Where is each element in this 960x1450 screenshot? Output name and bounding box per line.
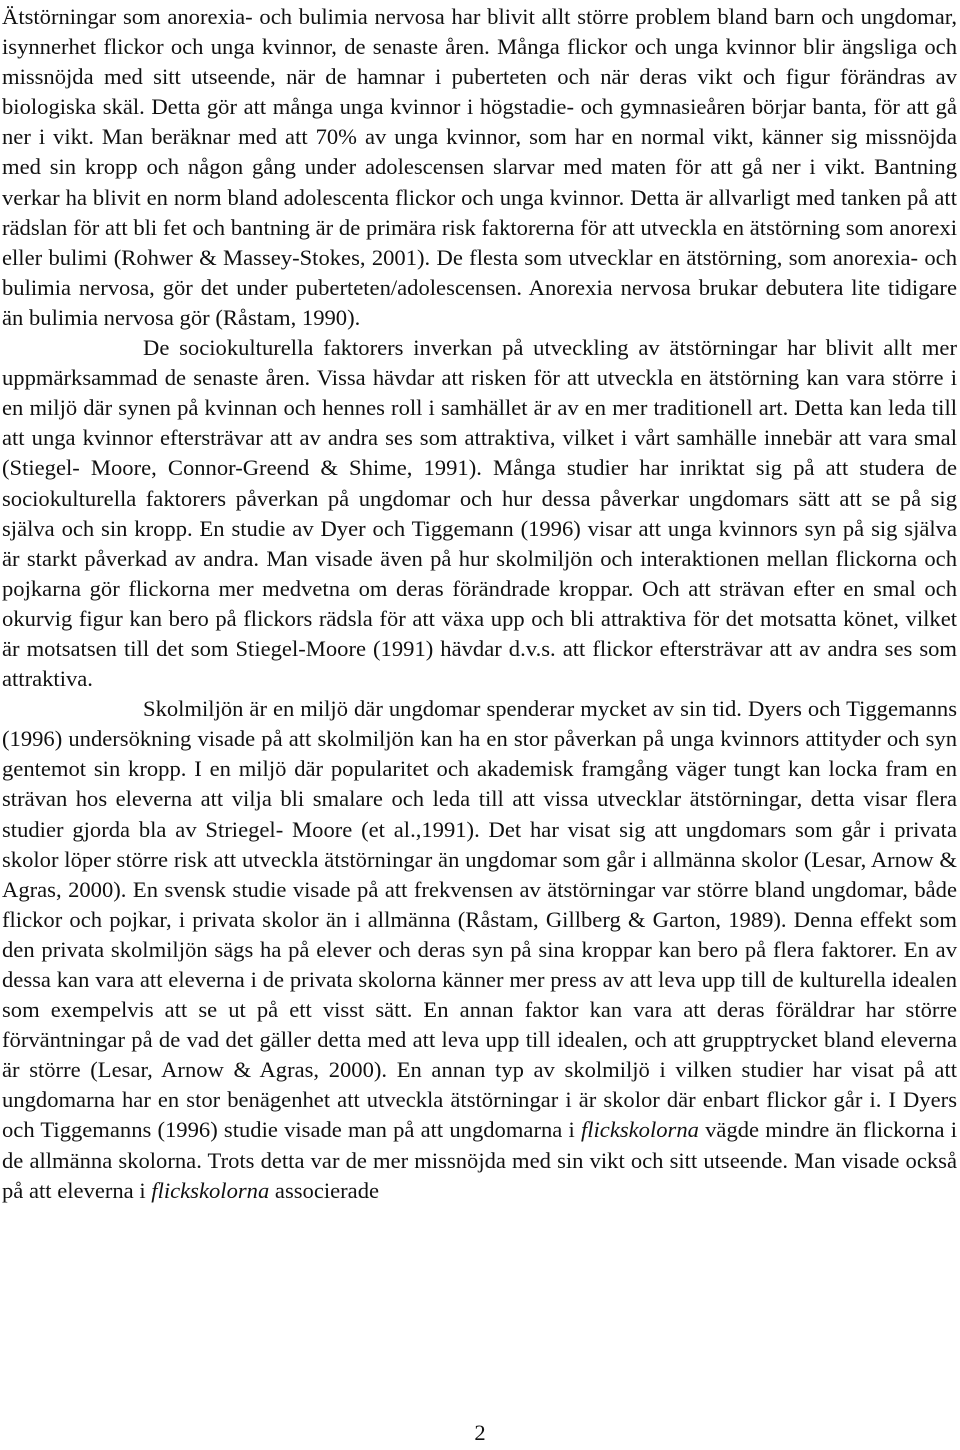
- document-page: [2, 2, 957, 1206]
- paragraph-text: Skolmiljön är en miljö där ungdomar spenderar mycket av sin tid. Dyers och Tiggemanns (1996) undersökning visade på att skolmiljön kan ha en stor påverkan på unga kvinnors attityder och syn gentemot sin kropp. I en miljö där popularitet och akademisk framgång väger tungt kan locka fram en strävan hos eleverna att vilja bli smalare och leda till att vissa utvecklar ätstörningar, detta visar flera studier gjorda bla av Striegel- Moore (et al.,1991). Det har visat sig att ungdomars som går i privata skolor löper större risk att utveckla ätstörningar än ungdomar som går i allmänna skolor (Lesar, Arnow & Agras, 2000). En svensk studie visade på att frekvensen av ätstörningar var större bland ungdomar, både flickor och pojkar, i privata skolor än i allmänna (Råstam, Gillberg & Garton, 1989). Denna effekt som den privata skolmiljön sägs ha på elever och deras syn på sina kroppar kan bero på flera faktorer. En av dessa kan vara att eleverna i de privata skolorna känner mer press av att leva upp till de kulturella idealen som exempelvis att se ut på ett visst sätt. En annan faktor kan vara att deras föräldrar har större förväntningar på de vad det gäller detta med att leva upp till idealen, och att grupptrycket bland eleverna är större (Lesar, Arnow & Agras, 2000). En annan typ av skolmiljö i vilken studier har visat på att ungdomarna har en stor benägenhet att utveckla ätstörningar i är skolor där enbart flickor går i. I Dyers och Tiggemanns (1996) studie visade man på att ungdomarna i: [2, 696, 957, 1143]
- page-number: 2: [474, 1420, 486, 1445]
- paragraph-text: Ätstörningar som anorexia- och bulimia nervosa har blivit allt större problem bland barn och ungdomar, isynnerhet flickor och unga kvinnor, de senaste åren. Många flickor och unga kvinnor blir ängsliga och missnöjda med sitt utseende, när de hamnar i puberteten och när deras vikt och figur förändras av biologiska skäl. Detta gör att många unga kvinnor i högstadie- och gymnasieåren börjar banta, för att gå ner i vikt. Man beräknar med att 70% av unga kvinnor, som har en normal vikt, känner sig missnöjda med sin kropp och någon gång under adolescensen slarvar med maten för att gå ner i vikt. Bantning verkar ha blivit en norm bland adolescenta flickor och unga kvinnor. Detta är allvarligt med tanken på att rädslan för att bli fet och bantning är de primära risk faktorerna för att utveckla en ätstörning som anorexi eller bulimi (Rohwer & Massey-Stokes, 2001). De flesta som utvecklar en ätstörning, som anorexia- och bulimia nervosa, gör det under puberteten/adolescensen. Anorexia nervosa brukar debutera lite tidigare än bulimia nervosa gör (Råstam, 1990).: [2, 4, 957, 330]
- paragraph-text: De sociokulturella faktorers inverkan på utveckling av ätstörningar har blivit allt mer uppmärksammad de senaste åren. Vissa hävdar att risken för att utveckla en ätstörning kan vara större i en miljö där synen på kvinnan och hennes roll i samhället är av en mer traditionell art. Detta kan leda till att unga kvinnor eftersträvar att av andra ses som attraktiva, vilket i vårt samhälle innebär att vara smal (Stiegel- Moore, Connor-Greend & Shime, 1991). Många studier har inriktat sig på att studera de sociokulturella faktorers påverkan på ungdomar och hur dessa påverkar ungdomars sätt att se på sig själva och sin kropp. En studie av Dyer och Tiggemann (1996) visar att unga kvinnors syn på sig själva är starkt påverkad av andra. Man visade även på hur skolmiljön och interaktionen mellan flickorna och pojkarna gör flickorna mer medvetna om deras förändrade kroppar. Och att strävan efter en smal och okurvig figur kan bero på flickors rädsla för att växa upp och bli attraktiva för det motsatta könet, vilket är motsatsen till det som Stiegel-Moore (1991) hävdar d.v.s. att flickor eftersträvar att av andra ses som attraktiva.: [2, 335, 957, 692]
- italic-term: flickskolorna: [151, 1177, 270, 1203]
- paragraph-school-environment: [2, 694, 957, 1206]
- paragraph-text: associerade: [269, 1177, 380, 1203]
- italic-term: flickskolorna: [580, 1117, 699, 1143]
- paragraph-text: vägde mindre än flickorna i de allmänna skolorna. Trots detta var de mer missnöjda med sin vikt och sitt utseende. Man visade också på att eleverna i: [2, 1117, 957, 1203]
- paragraph-sociocultural-factors: [2, 333, 957, 694]
- paragraph-intro: [2, 2, 957, 333]
